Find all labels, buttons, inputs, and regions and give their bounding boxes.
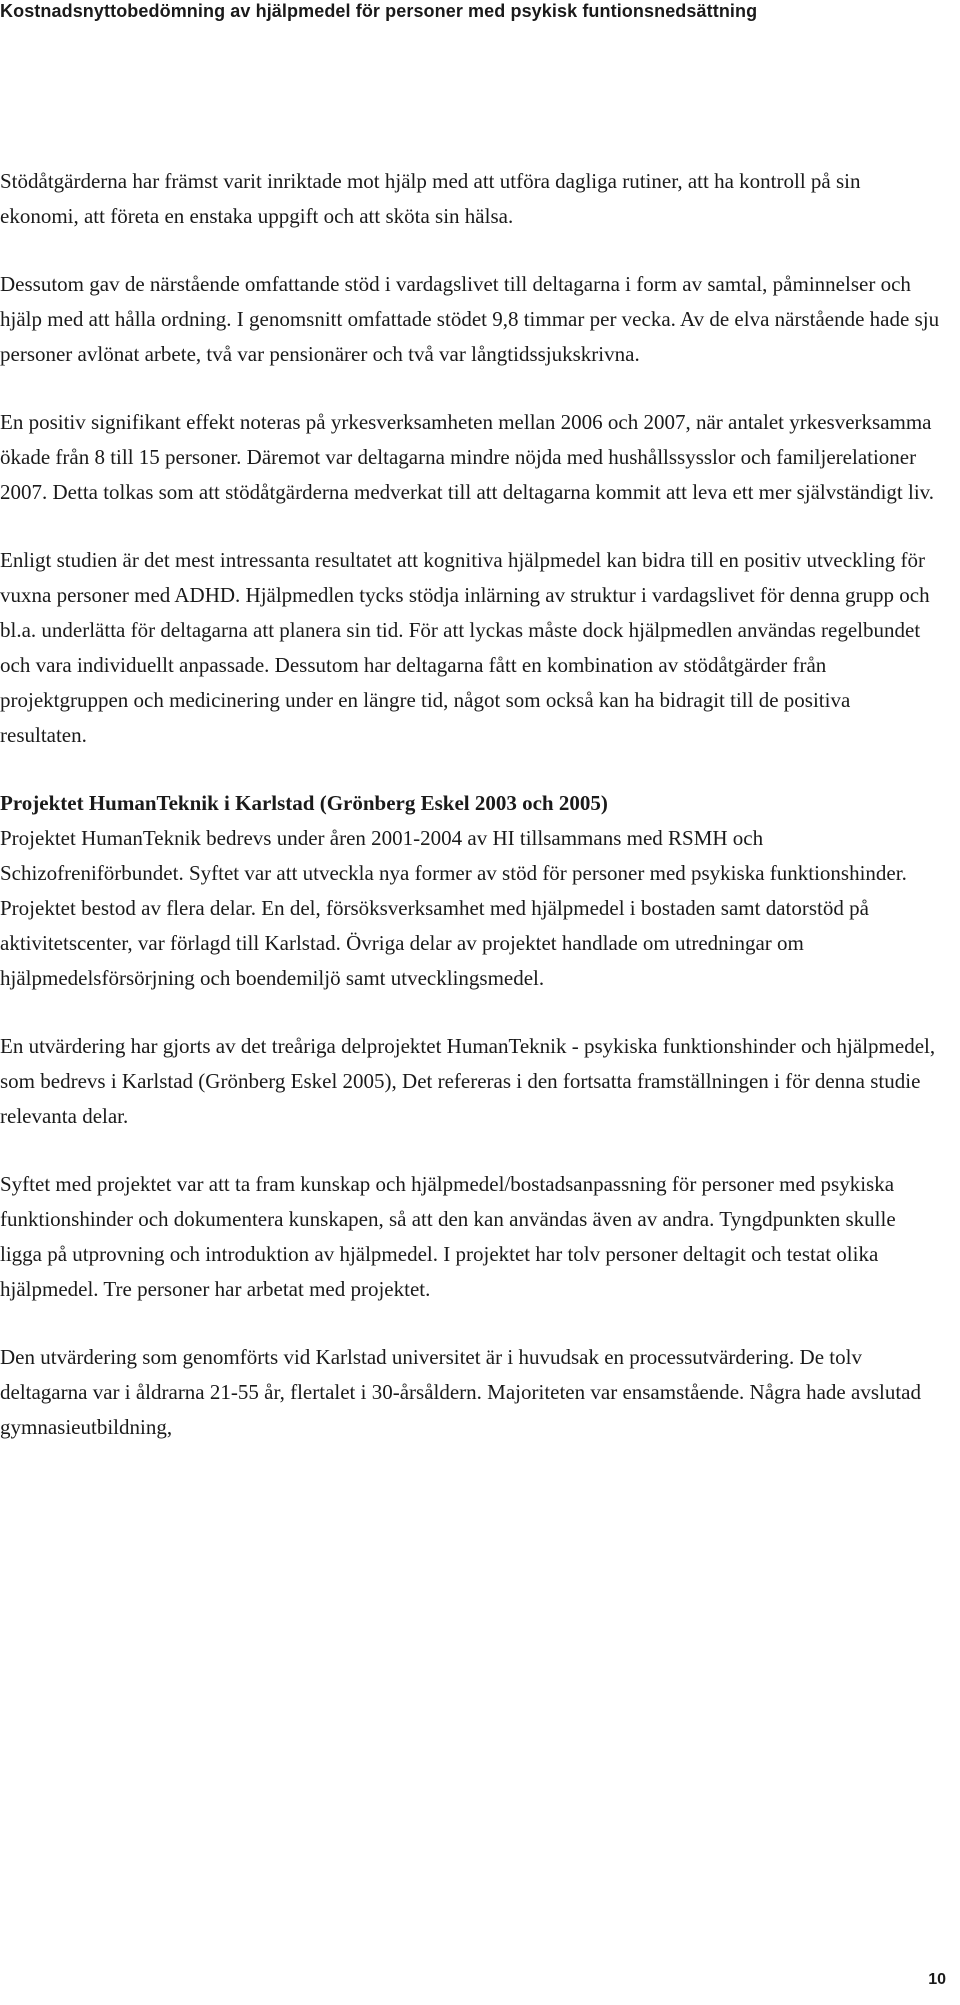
running-header: Kostnadsnyttobedömning av hjälpmedel för personer med psykisk funtionsnedsättning (0, 1, 758, 21)
paragraph-process-evaluation: Den utvärdering som genomförts vid Karlstad universitet är i huvudsak en processutvärdering. De tolv deltagarna var i åldrarna 21-55 år, flertalet i 30-årsåldern. Majoriteten var ensamstående. Några hade avslutad gymnasieutbildning, (0, 1345, 921, 1439)
page-number: 10 (928, 1971, 946, 1988)
paragraph-evaluation: En utvärdering har gjorts av det treåriga delprojektet HumanTeknik - psykiska funktionshinder och hjälpmedel, som bedrevs i Karlstad (Grönberg Eskel 2005), Det refereras i den fortsatta framställningen i för denna studie relevanta delar. (0, 1034, 936, 1128)
paragraph-employment-effect: En positiv signifikant effekt noteras på yrkesverksamheten mellan 2006 och 2007, när antalet yrkesverksamma ökade från 8 till 15 personer. Däremot var deltagarna mindre nöjda med hushållssysslor och familjerelationer 2007. Detta tolkas som att stödåtgärderna medverkat till att deltagarna kommit att leva ett mer självständigt liv. (0, 410, 935, 504)
paragraph-project-description: Projektet HumanTeknik bedrevs under åren 2001-2004 av HI tillsammans med RSMH och Schizofreniförbundet. Syftet var att utveckla nya former av stöd för personer med psykiska funktionshinder. Projektet bestod av flera delar. En del, försöksverksamhet med hjälpmedel i bostaden samt datorstöd på aktivitetscenter, var förlagd till Karlstad. Övriga delar av projektet handlade om utredningar om hjälpmedelsförsörjning och boendemiljö samt utvecklingsmedel. (0, 826, 907, 990)
document-body (0, 164, 940, 1445)
paragraph-relatives-support: Dessutom gav de närstående omfattande stöd i vardagslivet till deltagarna i form av samtal, påminnelser och hjälp med att hålla ordning. I genomsnitt omfattade stödet 9,8 timmar per vecka. Av de elva närstående hade sju personer avlönat arbete, två var pensionärer och två var långtidssjukskrivna. (0, 272, 940, 366)
section-heading: Projektet HumanTeknik i Karlstad (Grönberg Eskel 2003 och 2005) (0, 791, 608, 815)
paragraph-study-conclusion: Enligt studien är det mest intressanta resultatet att kognitiva hjälpmedel kan bidra till en positiv utveckling för vuxna personer med ADHD. Hjälpmedlen tycks stödja inlärning av struktur i vardagslivet för denna grupp och bl.a. underlätta för deltagarna att planera sin tid. För att lyckas måste dock hjälpmedlen användas regelbundet och vara individuellt anpassade. Dessutom har deltagarna fått en kombination av stödåtgärder från projektgruppen och medicinering under en längre tid, något som också kan ha bidragit till de positiva resultaten. (0, 548, 930, 747)
paragraph-project-aim: Syftet med projektet var att ta fram kunskap och hjälpmedel/bostadsanpassning för personer med psykiska funktionshinder och dokumentera kunskapen, så att den kan användas även av andra. Tyngdpunkten skulle ligga på utprovning och introduktion av hjälpmedel. I projektet har tolv personer deltagit och testat olika hjälpmedel. Tre personer har arbetat med projektet. (0, 1172, 896, 1301)
paragraph-support-measures: Stödåtgärderna har främst varit inriktade mot hjälp med att utföra dagliga rutiner, att ha kontroll på sin ekonomi, att företa en enstaka uppgift och att sköta sin hälsa. (0, 169, 861, 228)
